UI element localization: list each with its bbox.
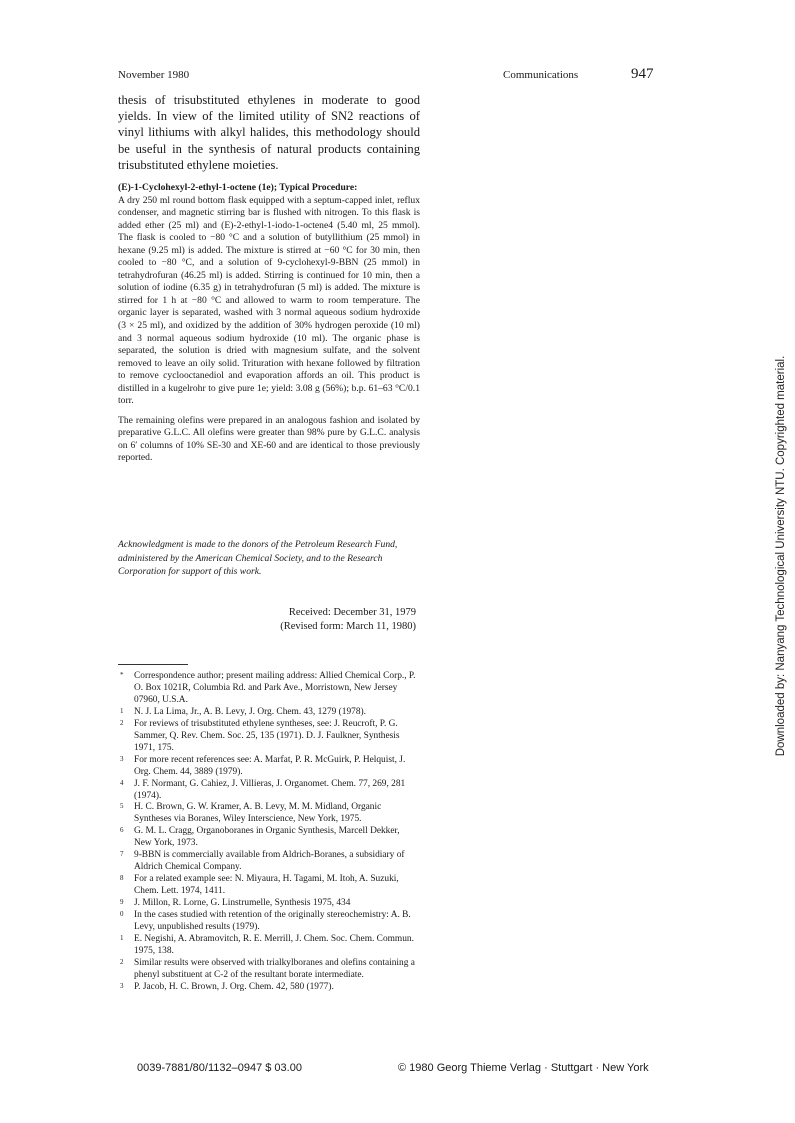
intro-paragraph: thesis of trisubstituted ethylenes in moderate to good yields. In view of the limited utility of SN2 reactions of vinyl lithiums with alkyl halides, this methodology should be useful in the synthesis of natural products containing trisubstituted ethylene moieties. (118, 93, 420, 172)
footnote-marker: 6 (120, 826, 124, 835)
footnote-text: For a related example see: N. Miyaura, H. Tagami, M. Itoh, A. Suzuki, Chem. Lett. 1974, 1411. (134, 874, 399, 897)
footnote-marker: 2 (120, 718, 124, 727)
issn-price-code: 0039-7881/80/1132–0947 $ 03.00 (137, 1062, 302, 1074)
footnote-text: J. Millon, R. Lorne, G. Linstrumelle, Synthesis 1975, 434 (134, 898, 351, 909)
footnote (118, 910, 418, 934)
download-notice-text: Downloaded by: Nanyang Technological University NTU. Copyrighted material. (775, 355, 787, 757)
footnote-marker: 2 (120, 957, 124, 966)
procedure-body: A dry 250 ml round bottom flask equipped with a septum-capped inlet, reflux condenser, and magnetic stirring bar is flushed with nitrogen. To this flask is added ether (25 ml) and (E)-2-ethyl-1-iodo-1-octene4 (5.40 ml, 25 mmol). The flask is cooled to −80 °C and a solution of butyllithium (25 mmol) in hexane (9.25 ml) is added. The mixture is stirred at −60 °C for 30 min, then cooled to −80 °C, and a solution of 9-cyclohexyl-9-BBN (25 mmol) in tetrahydrofuran (46.25 ml) is added. Stirring is continued for 10 min, then a solution of iodine (6.35 g) in tetrahydrofuran (5 ml) is added. The mixture is stirred for 1 h at −80 °C and allowed to warm to room temperature. The organic layer is separated, washed with 3 normal aqueous sodium hydroxide (3 × 25 ml), and oxidized by the addition of 30% hydrogen peroxide (10 ml) and 3 normal aqueous sodium hydroxide (10 ml). The organic phase is separated, the solution is dried with magnesium sulfate, and the solvent removed to leave an oily solid. Trituration with hexane followed by filtration to remove cyclooctanediol and evaporation affords an oil. This product is distilled in a kugelrohr to give pure 1e; yield: 3.08 g (56%); b.p. 61–63 °C/0.1 torr. (118, 194, 420, 407)
footnote-text: J. F. Normant, G. Cahiez, J. Villieras, J. Organomet. Chem. 77, 269, 281 (1974). (134, 778, 406, 801)
download-notice (773, 355, 789, 757)
footnote-text: G. M. L. Cragg, Organoboranes in Organic Synthesis, Marcell Dekker, New York, 1973. (134, 826, 400, 849)
footnote (118, 719, 418, 755)
footnote (118, 850, 418, 874)
footnote-text: Similar results were observed with trialkylboranes and olefins containing a phenyl substituent at C-2 of the resultant borate intermediate. (134, 957, 415, 980)
footnote (118, 934, 418, 958)
footnote-text: E. Negishi, A. Abramovitch, R. E. Merrill, J. Chem. Soc. Chem. Commun. 1975, 138. (134, 933, 414, 956)
footnote-marker: 5 (120, 802, 124, 811)
footnote-text: In the cases studied with retention of the originally stereochemistry: A. B. Levy, unpublished results (1979). (134, 910, 411, 933)
footnote-marker: 1 (120, 933, 124, 942)
footnote (118, 826, 418, 850)
procedure-heading: (E)-1-Cyclohexyl-2-ethyl-1-octene (1e); Typical Procedure: (118, 182, 358, 193)
procedure-section (118, 182, 420, 465)
footnote (118, 779, 418, 803)
footnote-text: H. C. Brown, G. W. Kramer, A. B. Levy, M. M. Midland, Organic Syntheses via Boranes, Wiley Interscience, New York, 1975. (134, 802, 382, 825)
footnote (118, 755, 418, 779)
footnote (118, 958, 418, 982)
footnote-marker: 7 (120, 850, 124, 859)
footnotes-list (118, 671, 418, 994)
header-section: Communications (503, 69, 579, 81)
footnote-text: Correspondence author; present mailing address: Allied Chemical Corp., P. O. Box 1021R, Columbia Rd. and Park Ave., Morristown, New Jersey 07960, U.S.A. (134, 671, 416, 705)
footnote-marker: 3 (120, 981, 124, 990)
publisher-copyright: © 1980 Georg Thieme Verlag · Stuttgart · New York (398, 1062, 649, 1074)
footnote-text: For reviews of trisubstituted ethylene syntheses, see: J. Reucroft, P. G. Sammer, Q. Rev. Chem. Soc. 25, 135 (1971). D. J. Faulkner, Synthesis 1971, 175. (134, 718, 400, 753)
footnote (118, 982, 418, 994)
footnote (118, 898, 418, 910)
received-date: Received: December 31, 1979 (288, 607, 416, 618)
footnote-divider (118, 664, 188, 665)
footnote (118, 707, 418, 719)
footnote (118, 874, 418, 898)
footnote (118, 802, 418, 826)
footnote-text: N. J. La Lima, Jr., A. B. Levy, J. Org. Chem. 43, 1279 (1978). (134, 706, 367, 717)
footnote-marker: 8 (120, 874, 124, 883)
revised-date: (Revised form: March 11, 1980) (280, 621, 416, 632)
footnote-text: P. Jacob, H. C. Brown, J. Org. Chem. 42, 580 (1977). (134, 981, 334, 992)
header-date: November 1980 (118, 69, 190, 81)
footnote-marker: * (120, 671, 124, 679)
footnote-text: For more recent references see: A. Marfat, P. R. McGuirk, P. Helquist, J. Org. Chem. 44, 3889 (1979). (134, 754, 406, 777)
footnote-marker: 1 (120, 706, 124, 715)
page-number: 947 (631, 66, 654, 82)
acknowledgment: Acknowledgment is made to the donors of the Petroleum Research Fund, administered by the American Chemical Society, and to the Research Corporation for support of this work. (118, 539, 398, 577)
footnote-marker: 0 (120, 910, 124, 919)
footnote-marker: 9 (120, 898, 124, 907)
footnote-marker: 3 (120, 754, 124, 763)
footnote-text: 9-BBN is commercially available from Aldrich-Boranes, a subsidiary of Aldrich Chemical Company. (134, 850, 405, 873)
footnote (118, 671, 418, 707)
remaining-olefins-paragraph: The remaining olefins were prepared in an analogous fashion and isolated by preparative G.L.C. All olefins were greater than 98% pure by G.L.C. analysis on 6′ columns of 10% SE-30 and XE-60 and are identical to those previously reported. (118, 414, 420, 464)
footnote-marker: 4 (120, 778, 124, 787)
